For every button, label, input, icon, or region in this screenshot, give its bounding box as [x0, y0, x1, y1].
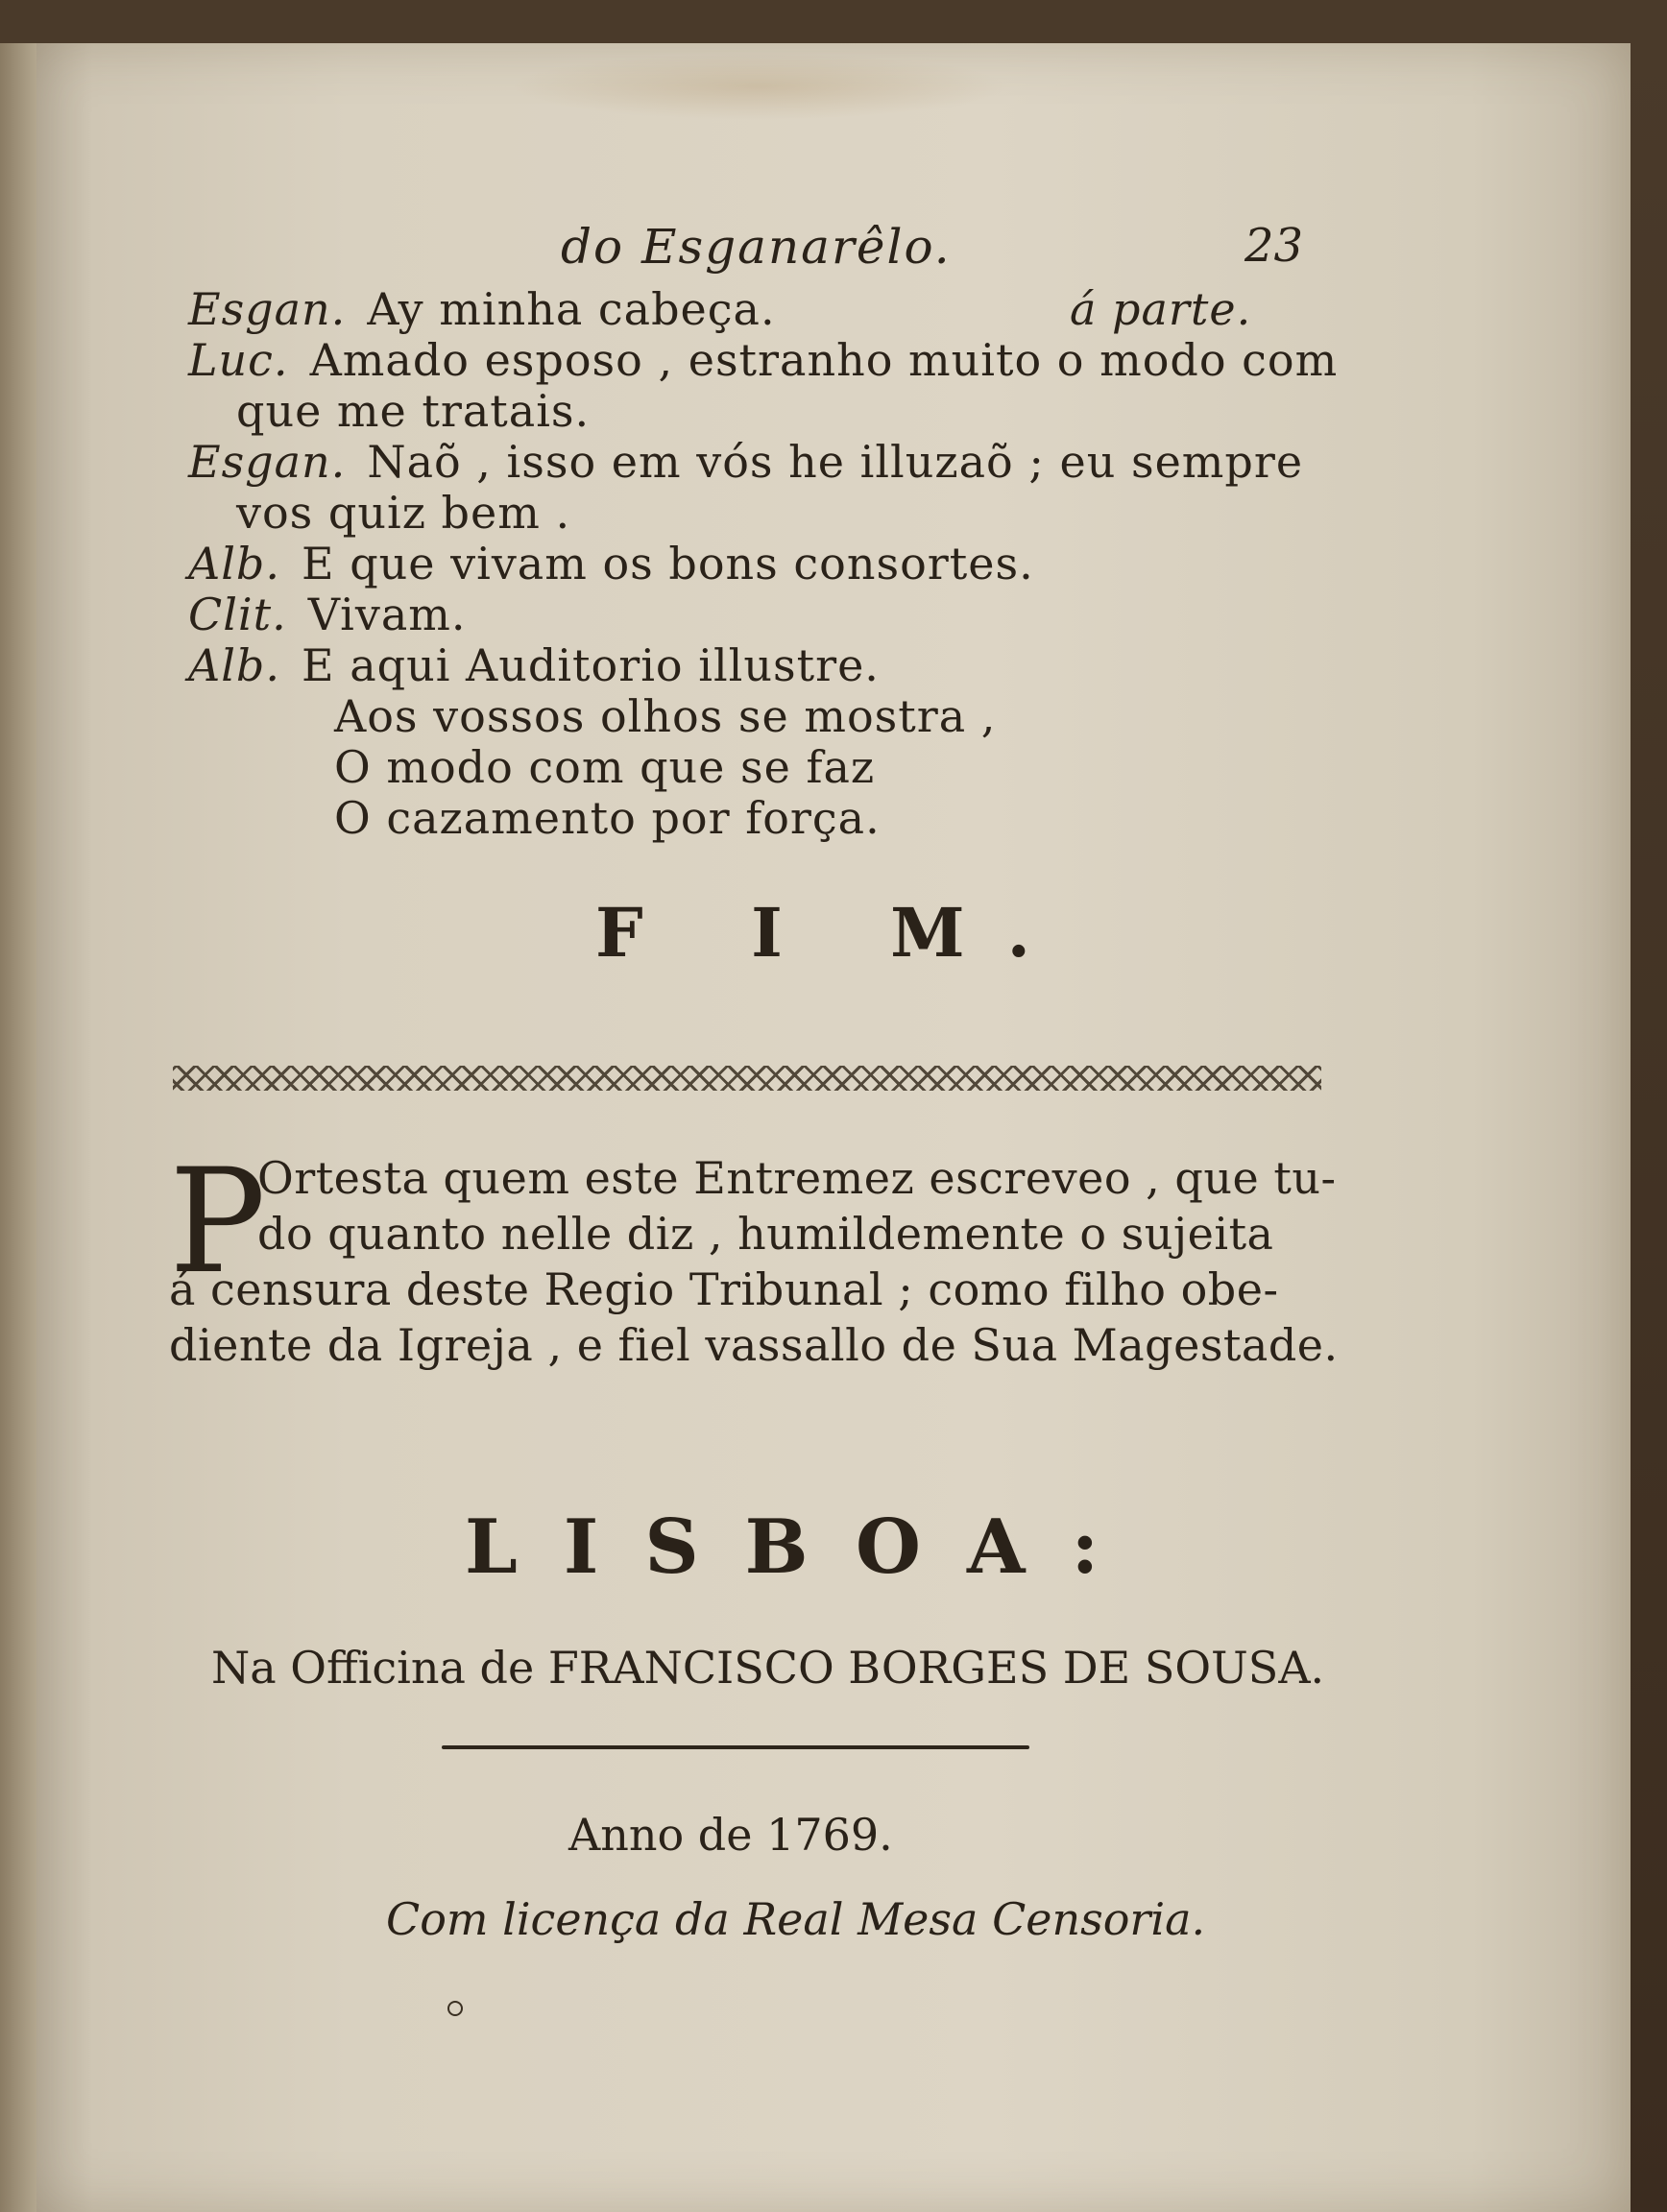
- divider-rule: [442, 1745, 1029, 1749]
- dialogue-line: [188, 638, 880, 692]
- imprint-license: Com licença da Real Mesa Censoria.: [386, 1893, 1206, 1945]
- protest-line: á censura deste Regio Tribunal ; como filho obe-: [169, 1263, 1279, 1315]
- verse-line: O cazamento por força.: [334, 792, 881, 844]
- dialogue-text: E aqui Auditorio illustre.: [302, 639, 880, 691]
- dialogue-text: E que vivam os bons consortes.: [302, 538, 1034, 589]
- drop-cap: P: [169, 1139, 266, 1306]
- speaker-name: Alb.: [188, 538, 280, 589]
- dialogue-line: [236, 384, 590, 438]
- stage-direction: á parte.: [1070, 283, 1252, 335]
- speaker-name: Clit.: [188, 589, 287, 640]
- speaker-name: Luc.: [188, 334, 289, 386]
- dialogue-text: Vivam.: [307, 589, 467, 640]
- dialogue-line: [188, 537, 1034, 590]
- protest-line: do quanto nelle diz , humildemente o sujeita: [257, 1208, 1274, 1260]
- verse-line: Aos vossos olhos se mostra ,: [334, 690, 997, 742]
- imprint-year: Anno de 1769.: [568, 1809, 893, 1861]
- imprint-printer: Na Officina de FRANCISCO BORGES DE SOUSA.: [211, 1642, 1325, 1694]
- speaker-name: Alb.: [188, 639, 280, 691]
- page-number: 23: [1244, 219, 1304, 273]
- dialogue-text: que me tratais.: [236, 385, 591, 437]
- dialogue-line: [188, 282, 1252, 336]
- speaker-name: Esgan.: [188, 283, 347, 335]
- dialogue-line: [188, 588, 467, 641]
- dialogue-text: Amado esposo , estranho muito o modo com: [309, 334, 1339, 386]
- dialogue-text: Naõ , isso em vós he illuzaõ ; eu sempre: [367, 436, 1304, 488]
- verse-line: O modo com que se faz: [334, 741, 876, 793]
- dialogue-text: vos quiz bem .: [236, 487, 571, 539]
- dialogue-line: [236, 486, 570, 540]
- speaker-name: Esgan.: [188, 436, 347, 488]
- running-title: do Esganarêlo.: [561, 219, 952, 275]
- end-mark: F I M.: [595, 893, 1074, 973]
- dialogue-text: Ay minha cabeça.: [367, 283, 776, 335]
- protest-line: diente da Igreja , e fiel vassallo de Sua Magestade.: [169, 1319, 1339, 1371]
- dialogue-line: [188, 333, 1338, 387]
- protest-line: Ortesta quem este Entremez escreveo , que tu-: [257, 1152, 1337, 1204]
- imprint-city: LISBOA:: [465, 1503, 1146, 1591]
- dialogue-line: [188, 435, 1303, 489]
- ornamental-border: [173, 1066, 1321, 1091]
- ink-speck: [447, 2001, 463, 2016]
